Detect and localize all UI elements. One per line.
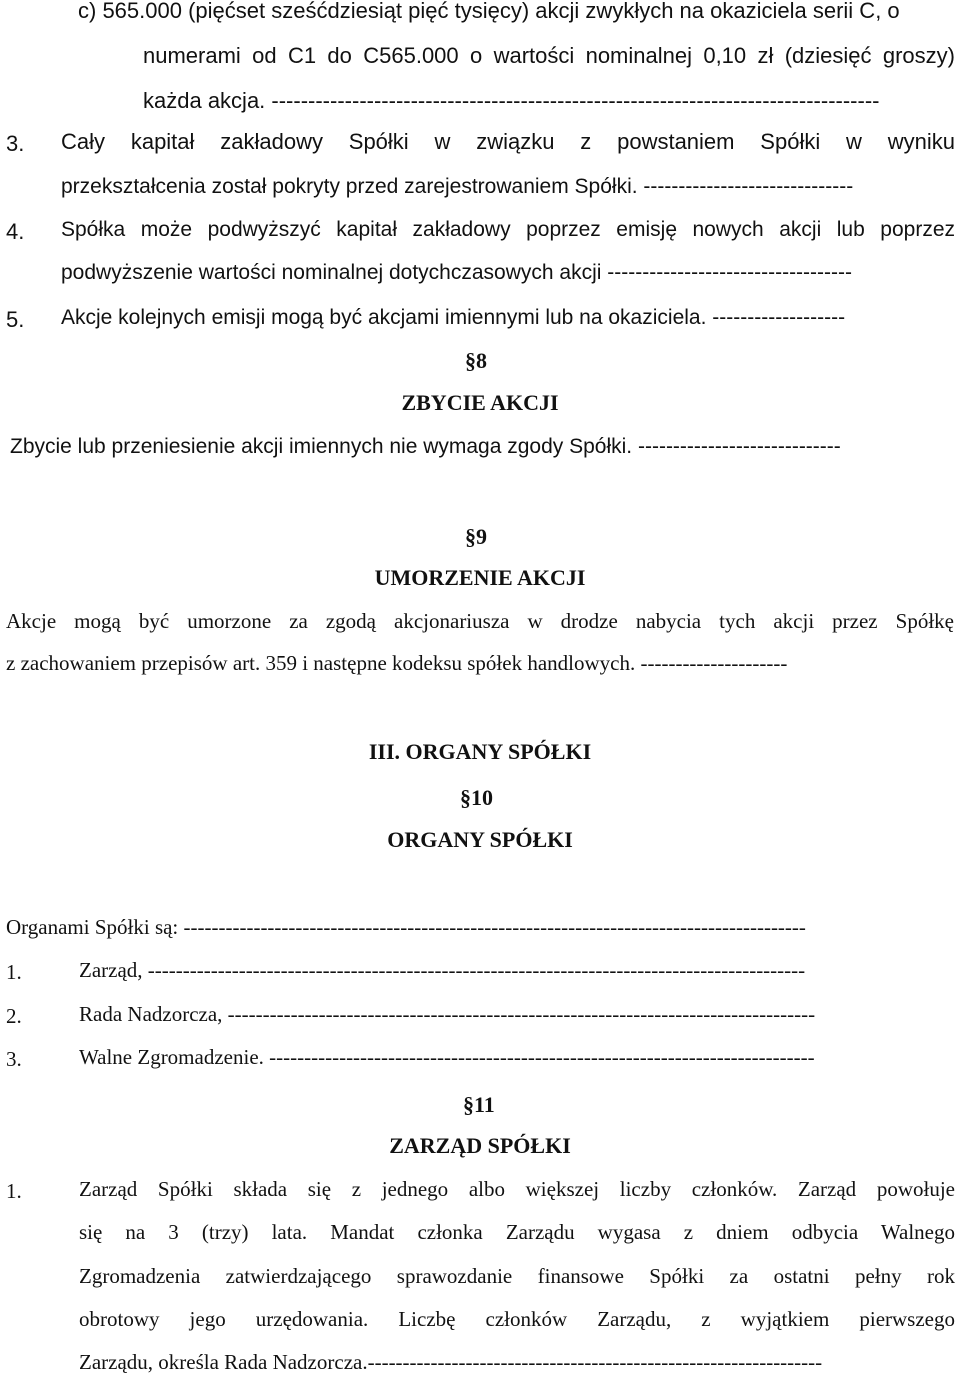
- paragraph-3-line-2: przekształcenia został pokryty przed zarejestrowaniem Spółki. ------------------------------: [61, 175, 854, 198]
- section-8-text: Zbycie lub przeniesienie akcji imiennych nie wymaga zgody Spółki. -----------------------------: [10, 435, 841, 458]
- section-8-number: §8: [465, 348, 487, 373]
- organ-3-number: 3.: [6, 1047, 22, 1071]
- paragraph-4-line-1: Spółka może podwyższyć kapitał zakładowy poprzez emisję nowych akcji lub poprzez: [61, 218, 955, 241]
- section-9-line-2: z zachowaniem przepisów art. 359 i następne kodeksu spółek handlowych. ---------------------: [6, 651, 788, 675]
- organ-1-text: Zarząd, ----------------------------------------------------------------------------------------------: [79, 958, 806, 982]
- section-9-number: §9: [465, 524, 487, 549]
- section-10-number: §10: [460, 785, 493, 810]
- section-symbol: §: [463, 1092, 474, 1117]
- paragraph-4-line-2: podwyższenie wartości nominalnej dotychczasowych akcji -----------------------------------: [61, 261, 853, 284]
- section-symbol: §: [465, 348, 476, 373]
- organ-1-number: 1.: [6, 960, 22, 984]
- paragraph-5-number: 5.: [6, 307, 25, 332]
- section-8-title: ZBYCIE AKCJI: [401, 390, 559, 415]
- item-c-line-3: każda akcja. -----------------------------------------------------------------------------------: [143, 88, 880, 113]
- organs-intro: Organami Spółki są: -----------------------------------------------------------------------------------------: [6, 915, 806, 939]
- item-c-line-1: c) 565.000 (pięćset sześćdziesiąt pięć tysięcy) akcji zwykłych na okaziciela serii C, o: [78, 0, 900, 23]
- organ-2-text: Rada Nadzorcza, ------------------------------------------------------------------------------------: [79, 1002, 816, 1026]
- section-11-line-3: Zgromadzenia zatwierdzającego sprawozdanie finansowe Spółki za ostatni pełny rok: [79, 1264, 955, 1288]
- section-11-line-1: Zarząd Spółki składa się z jednego albo większej liczby członków. Zarząd powołuje: [79, 1177, 955, 1201]
- section-11-line-4: obrotowy jego urzędowania. Liczbę członków Zarządu, z wyjątkiem pierwszego: [79, 1307, 955, 1331]
- part-3-title: III. ORGANY SPÓŁKI: [368, 739, 592, 764]
- section-symbol: §: [465, 524, 476, 549]
- section-11-paragraph-1-number: 1.: [6, 1179, 22, 1203]
- section-10-title: ORGANY SPÓŁKI: [387, 827, 573, 852]
- section-9-title: UMORZENIE AKCJI: [374, 565, 586, 590]
- paragraph-3-number: 3.: [6, 131, 25, 156]
- paragraph-4-number: 4.: [6, 219, 25, 244]
- paragraph-3-line-1: Cały kapitał zakładowy Spółki w związku z powstaniem Spółki w wyniku: [61, 129, 955, 154]
- organ-2-number: 2.: [6, 1004, 22, 1028]
- section-11-line-2: się na 3 (trzy) lata. Mandat członka Zarządu wygasa z dniem odbycia Walnego: [79, 1220, 955, 1244]
- organ-3-text: Walne Zgromadzenie. ------------------------------------------------------------------------------: [79, 1045, 815, 1069]
- item-c-line-2: numerami od C1 do C565.000 o wartości nominalnej 0,10 zł (dziesięć groszy): [143, 43, 955, 68]
- section-11-line-5: Zarządu, określa Rada Nadzorcza.-----------------------------------------------------------------: [79, 1350, 823, 1374]
- paragraph-5-line-1: Akcje kolejnych emisji mogą być akcjami imiennymi lub na okaziciela. -------------------: [61, 306, 846, 329]
- section-9-line-1: Akcje mogą być umorzone za zgodą akcjonariusza w drodze nabycia tych akcji przez Spółkę: [6, 609, 954, 633]
- section-11-title: ZARZĄD SPÓŁKI: [389, 1133, 571, 1158]
- section-symbol: §: [460, 785, 471, 810]
- section-11-number: §11: [463, 1092, 495, 1117]
